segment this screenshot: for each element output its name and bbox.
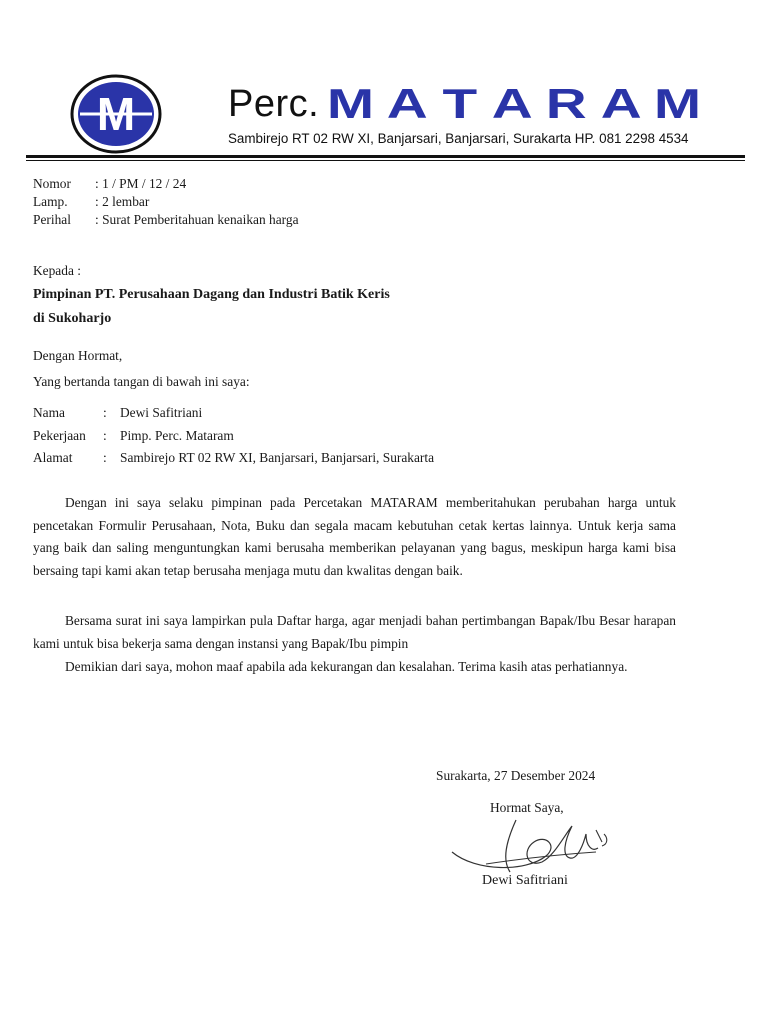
body-paragraph-1: Dengan ini saya selaku pimpinan pada Percetakan MATARAM memberitahukan perubahan harga untuk pencetakan Formulir Perusahaan, Nota, Buku dan segala macam kebutuhan cetak kertas lainnya. Untuk kerja sama yang baik dan saling menguntungkan kami berusaha memberikan pelayanan yang bagus, meskipun harga kami bisa bersaing tapi kami akan tetap berusaha menjaga mutu dan kwalitas dengan baik.: [33, 495, 676, 578]
place-date: Surakarta, 27 Desember 2024: [436, 768, 596, 783]
recipient-kepada: Kepada :: [33, 263, 81, 278]
brand-letter: T: [442, 80, 478, 127]
identity-value-nama: Dewi Safitriani: [120, 405, 203, 420]
meta-value-perihal: : Surat Pemberitahuan kenaikan harga: [95, 212, 299, 227]
letterhead-address: Sambirejo RT 02 RW XI, Banjarsari, Banjarsari, Surakarta HP. 081 2298 4534: [228, 131, 689, 146]
brand-name: [327, 80, 702, 127]
brand-prefix: Perc.: [228, 82, 320, 125]
body-paragraph-3: Demikian dari saya, mohon maaf apabila ada kekurangan dan kesalahan. Terima kasih atas perhatiannya.: [65, 659, 628, 674]
identity-label-nama: Nama: [33, 405, 65, 420]
signer-name: Dewi Safitriani: [482, 873, 568, 888]
greeting: Dengan Hormat,: [33, 348, 123, 363]
header-divider: [26, 155, 745, 158]
logo-letter: M: [96, 88, 136, 140]
brand-letter: A: [387, 80, 429, 127]
brand-letter: A: [491, 80, 533, 127]
signature-image: [446, 812, 616, 878]
identity-sep: :: [103, 450, 107, 465]
brand-letter: M: [327, 80, 375, 127]
identity-label-alamat: Alamat: [33, 450, 73, 465]
header-divider-thin: [26, 160, 745, 161]
recipient-line2: di Sukoharjo: [33, 311, 112, 326]
identity-label-pekerjaan: Pekerjaan: [33, 428, 86, 443]
identity-sep: :: [103, 428, 107, 443]
body-paragraph-2: Bersama surat ini saya lampirkan pula Daftar harga, agar menjadi bahan pertimbangan Bapak/Ibu Besar harapan kami untuk bisa bekerja sama dengan instansi yang Bapak/Ibu pimpin: [33, 613, 676, 651]
closing-salutation: Hormat Saya,: [490, 800, 564, 815]
meta-value-nomor: : 1 / PM / 12 / 24: [95, 176, 187, 191]
brand-letter: A: [600, 80, 642, 127]
meta-value-lamp: : 2 lembar: [95, 194, 150, 209]
identity-value-alamat: Sambirejo RT 02 RW XI, Banjarsari, Banjarsari, Surakarta: [120, 450, 435, 465]
letterhead-brand: [228, 80, 702, 128]
identity-value-pekerjaan: Pimp. Perc. Mataram: [120, 428, 234, 443]
meta-label-nomor: Nomor: [33, 176, 71, 191]
intro-line: Yang bertanda tangan di bawah ini saya:: [33, 374, 250, 389]
meta-label-lamp: Lamp.: [33, 194, 68, 209]
recipient-line1: Pimpinan PT. Perusahaan Dagang dan Industri Batik Keris: [33, 287, 390, 302]
company-logo: [70, 74, 162, 154]
brand-letter: M: [654, 80, 702, 127]
brand-letter: R: [545, 80, 587, 127]
meta-label-perihal: Perihal: [33, 212, 71, 227]
identity-sep: :: [103, 405, 107, 420]
